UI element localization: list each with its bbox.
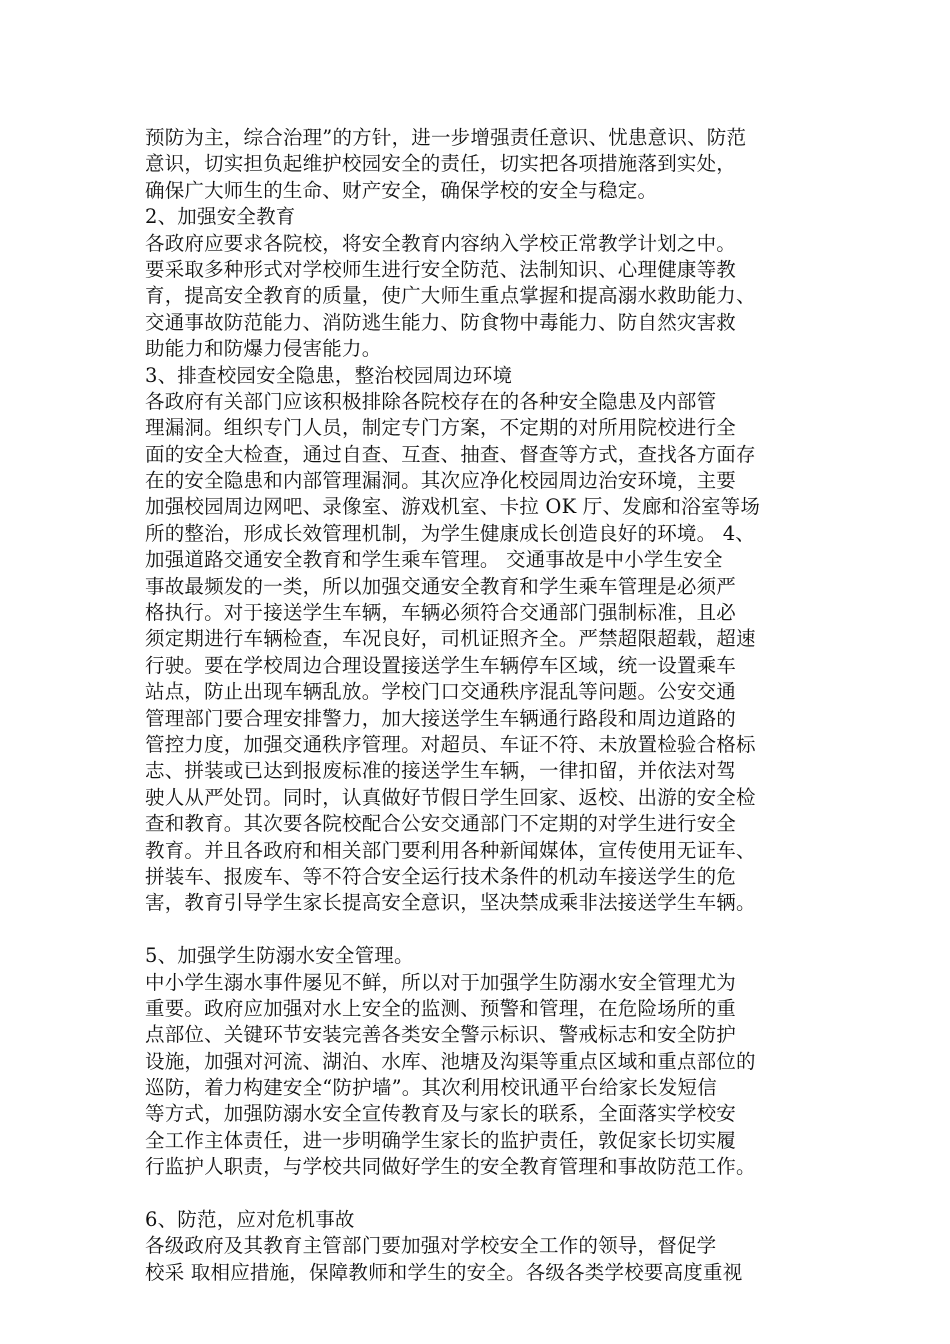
text-line: 事故最频发的一类，所以加强交通安全教育和学生乘车管理是必须严 — [145, 574, 737, 598]
text-line: 行监护人职责，与学校共同做好学生的安全教育管理和事故防范工作。 — [145, 1155, 756, 1179]
text-line: 2、加强安全教育 — [145, 205, 296, 229]
text-line: 巡防，着力构建安全“防护墙”。其次利用校讯通平台给家长发短信 — [145, 1076, 717, 1100]
text-line: 要采取多种形式对学校师生进行安全防范、法制知识、心理健康等教 — [145, 257, 737, 281]
text-line: 理漏洞。组织专门人员，制定专门方案，不定期的对所用院校进行全 — [145, 416, 737, 440]
text-line: 3、排查校园安全隐患，整治校园周边环境 — [145, 363, 513, 387]
text-line: 面的安全大检查，通过自查、互查、抽查、督查等方式，查找各方面存 — [145, 442, 756, 466]
text-line: 须定期进行车辆检查，车况良好，司机证照齐全。严禁超限超载，超速 — [145, 627, 756, 651]
blank-line — [145, 1181, 825, 1207]
text-line: 教育。并且各政府和相关部门要利用各种新闻媒体，宣传使用无证车、 — [145, 838, 756, 862]
text-line: 助能力和防爆力侵害能力。 — [145, 337, 382, 361]
text-line: 交通事故防范能力、消防逃生能力、防食物中毒能力、防自然灾害救 — [145, 310, 737, 334]
text-line: 5、加强学生防溺水安全管理。 — [145, 944, 414, 968]
text-line: 育，提高安全教育的质量，使广大师生重点掌握和提高溺水救助能力、 — [145, 284, 756, 308]
blank-line — [145, 917, 825, 943]
text-line: 驶人从严处罚。同时，认真做好节假日学生回家、返校、出游的安全检 — [145, 785, 756, 809]
text-line: 格执行。对于接送学生车辆，车辆必须符合交通部门强制标准，且必 — [145, 601, 737, 625]
text-line: 中小学生溺水事件屡见不鲜，所以对于加强学生防溺水安全管理尤为 — [145, 970, 737, 994]
text-line: 确保广大师生的生命、财产安全，确保学校的安全与稳定。 — [145, 178, 658, 202]
text-line: 各政府应要求各院校，将安全教育内容纳入学校正常教学计划之中。 — [145, 231, 737, 255]
text-line: 意识，切实担负起维护校园安全的责任，切实把各项措施落到实处， — [145, 152, 737, 176]
text-line: 志、拼装或已达到报废标准的接送学生车辆，一律扣留，并依法对驾 — [145, 759, 737, 783]
text-line: 重要。政府应加强对水上安全的监测、预警和管理，在危险场所的重 — [145, 996, 737, 1020]
text-line: 全工作主体责任，进一步明确学生家长的监护责任，敦促家长切实履 — [145, 1128, 737, 1152]
text-line: 预防为主，综合治理”的方针，进一步增强责任意识、忧患意识、防范 — [145, 126, 747, 149]
text-line: 加强道路交通安全教育和学生乘车管理。 交通事故是中小学生安全 — [145, 548, 723, 572]
text-line: 各级政府及其教育主管部门要加强对学校安全工作的领导，督促学 — [145, 1234, 717, 1258]
text-line: 各政府有关部门应该积极排除各院校存在的各种安全隐患及内部管 — [145, 389, 717, 413]
text-line: 点部位、关键环节安装完善各类安全警示标识、警戒标志和安全防护 — [145, 1023, 737, 1047]
text-line: 害，教育引导学生家长提高安全意识，坚决禁成乘非法接送学生车辆。 — [145, 891, 756, 915]
text-line: 加强校园周边网吧、录像室、游戏机室、卡拉 OK 厅、发廊和浴室等场 — [145, 495, 761, 519]
text-line: 校采 取相应措施，保障教师和学生的安全。各级各类学校要高度重视 — [145, 1260, 743, 1284]
text-line: 管控力度，加强交通秩序管理。对超员、车证不符、未放置检验合格标 — [145, 732, 756, 756]
text-line: 6、防范，应对危机事故 — [145, 1208, 355, 1232]
text-line: 站点，防止出现车辆乱放。学校门口交通秩序混乱等问题。公安交通 — [145, 680, 737, 704]
text-line: 等方式，加强防溺水安全宣传教育及与家长的联系，全面落实学校安 — [145, 1102, 737, 1126]
text-line: 在的安全隐患和内部管理漏洞。其次应净化校园周边治安环境，主要 — [145, 469, 737, 493]
text-line: 管理部门要合理安排警力，加大接送学生车辆通行路段和周边道路的 — [145, 706, 737, 730]
document-body — [145, 125, 825, 1286]
text-line: 设施，加强对河流、湖泊、水库、池塘及沟渠等重点区域和重点部位的 — [145, 1049, 756, 1073]
text-line: 查和教育。其次要各院校配合公安交通部门不定期的对学生进行安全 — [145, 812, 737, 836]
text-line: 行驶。要在学校周边合理设置接送学生车辆停车区域，统一设置乘车 — [145, 653, 737, 677]
text-line: 拼装车、报废车、等不符合安全运行技术条件的机动车接送学生的危 — [145, 864, 737, 888]
text-line: 所的整治，形成长效管理机制，为学生健康成长创造良好的环境。 4、 — [145, 521, 756, 545]
